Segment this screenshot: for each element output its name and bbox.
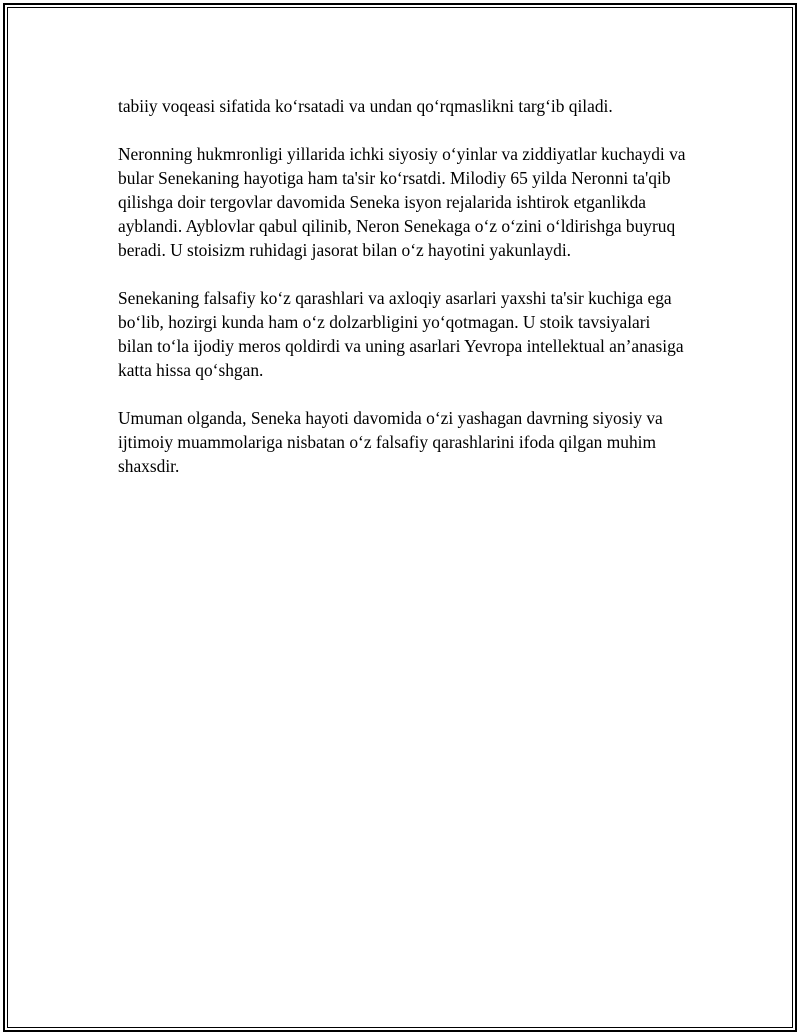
paragraph-1: tabiiy voqeasi sifatida ko‘rsatadi va undan qo‘rqmaslikni targ‘ib qiladi. <box>118 96 613 116</box>
document-body <box>118 94 688 478</box>
paragraph-3: Senekaning falsafiy ko‘z qarashlari va axloqiy asarlari yaxshi ta'sir kuchiga ega bo‘lib, hozirgi kunda ham o‘z dolzarbligini yo‘qotmagan. U stoik tavsiyalari bilan to‘la ijodiy meros qoldirdi va uning asarlari Yevropa intellektual an’anasiga katta hissa qo‘shgan. <box>118 288 684 380</box>
paragraph-2: Neronning hukmronligi yillarida ichki siyosiy o‘yinlar va ziddiyatlar kuchaydi va bular Senekaning hayotiga ham ta'sir ko‘rsatdi. Milodiy 65 yilda Neronni ta'qib qilishga doir tergovlar davomida Seneka isyon rejalarida ishtirok etganlikda ayblandi. Ayblovlar qabul qilinib, Neron Senekaga o‘z o‘zini o‘ldirishga buyruq beradi. U stoisizm ruhidagi jasorat bilan o‘z hayotini yakunlaydi. <box>118 144 686 260</box>
paragraph-4: Umuman olganda, Seneka hayoti davomida o‘zi yashagan davrning siyosiy va ijtimoiy muammolariga nisbatan o‘z falsafiy qarashlarini ifoda qilgan muhim shaxsdir. <box>118 408 663 476</box>
